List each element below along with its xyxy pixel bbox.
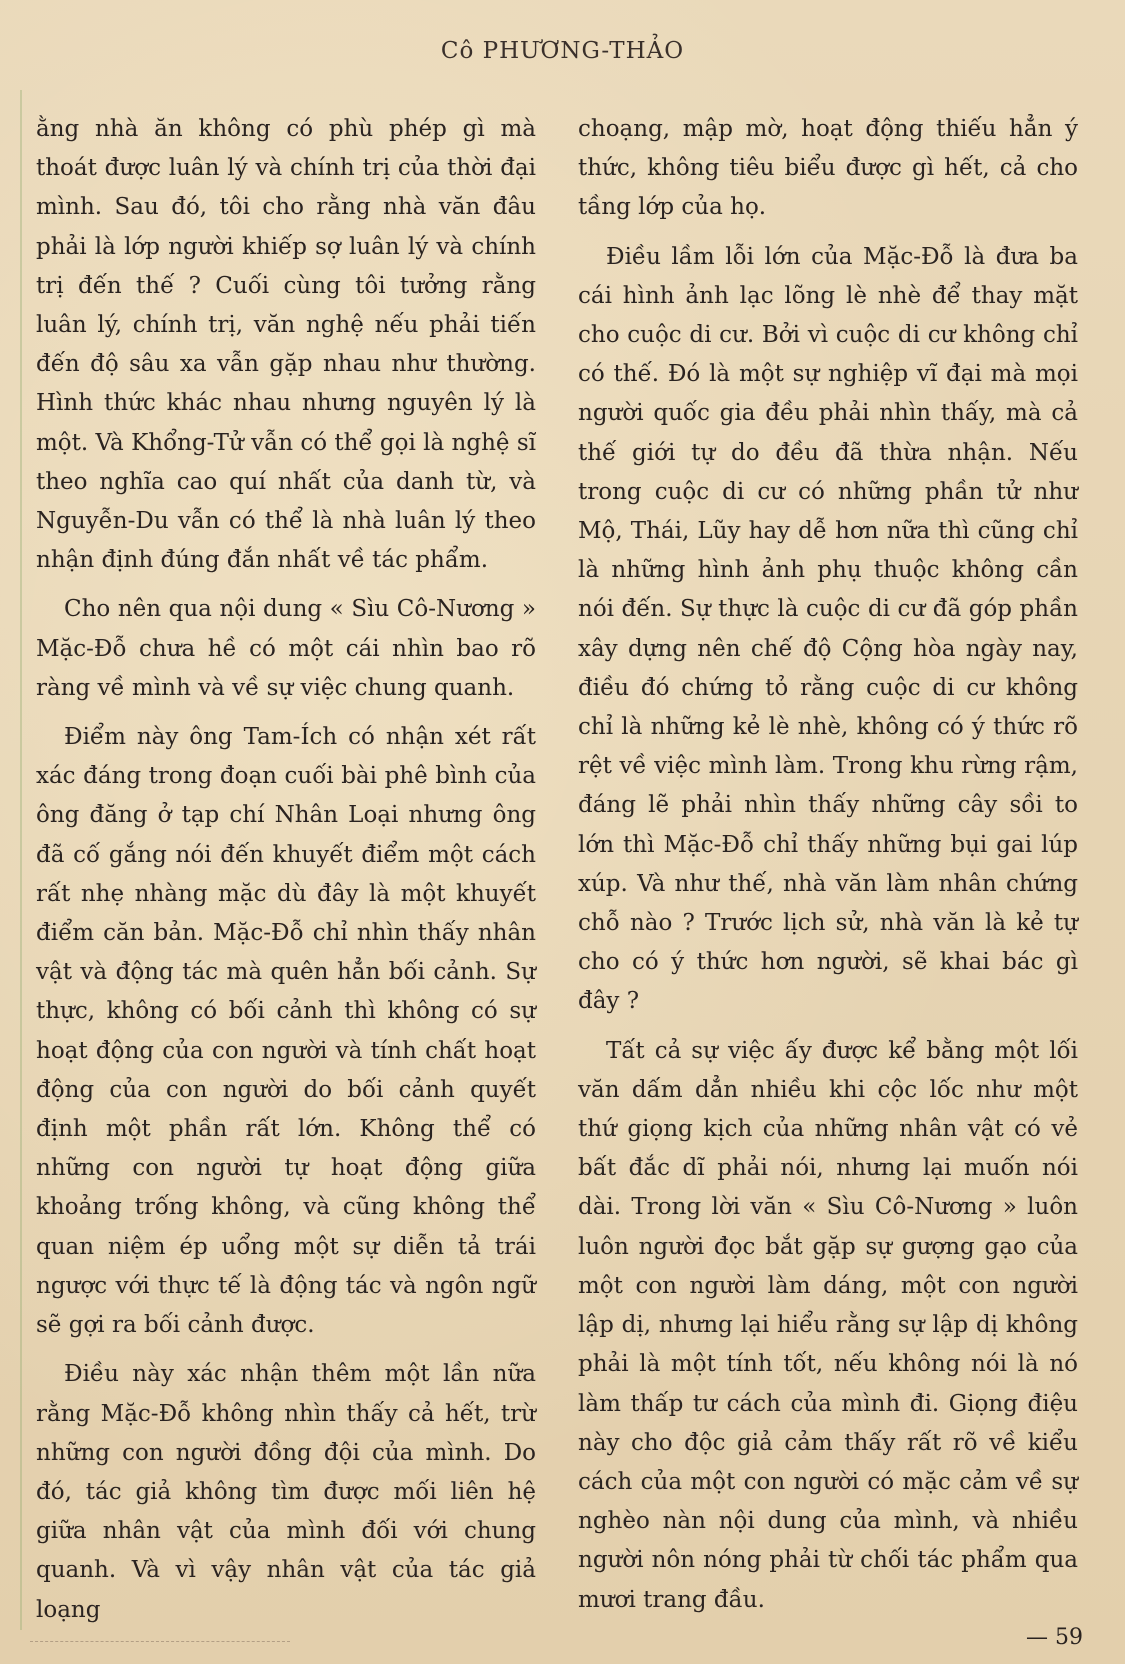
- left-paragraph-2: Cho nên qua nội dung « Sìu Cô-Nương » Mặc-Đỗ chưa hề có một cái nhìn bao rõ ràng về mình và về sự việc chung quanh.: [36, 596, 536, 701]
- right-paragraph-3: Tất cả sự việc ấy được kể bằng một lối văn dấm dẳn nhiều khi cộc lốc như một thứ giọng kịch của những nhân vật có vẻ bất đắc dĩ phải nói, nhưng lại muốn nói dài. Trong lời văn « Sìu Cô-Nương » luôn luôn người đọc bắt gặp sự gượng gạo của một con người làm dáng, một con người lập dị, nhưng lại hiểu rằng sự lập dị không phải là một tính tốt, nếu không nói là nó làm thấp tư cách của mình đi. Giọng điệu này cho độc giả cảm thấy rất rõ về kiểu cách của một con người có mặc cảm về sự nghèo nàn nội dung của mình, và nhiều người nôn nóng phải từ chối tác phẩm qua mươi trang đầu.: [578, 1037, 1078, 1613]
- left-paragraph-4: Điều này xác nhận thêm một lần nữa rằng Mặc-Đỗ không nhìn thấy cả hết, trừ những con người đồng đội của mình. Do đó, tác giả không tìm được mối liên hệ giữa nhân vật của mình đối với chung quanh. Và vì vậy nhân vật của tác giả loạng: [36, 1361, 536, 1623]
- running-header: Cô PHƯƠNG-THẢO: [440, 38, 685, 64]
- page-number: — 59: [1026, 1625, 1083, 1650]
- right-column: [578, 110, 1078, 1630]
- right-paragraph-2: Điều lầm lỗi lớn của Mặc-Đỗ là đưa ba cái hình ảnh lạc lõng lè nhè để thay mặt cho cuộc di cư. Bởi vì cuộc di cư không chỉ có thế. Đó là một sự nghiệp vĩ đại mà mọi người quốc gia đều phải nhìn thấy, mà cả thế giới tự do đều đã thừa nhận. Nếu trong cuộc di cư có những phần tử như Mộ, Thái, Lũy hay dễ hơn nữa thì cũng chỉ là những hình ảnh phụ thuộc không cần nói đến. Sự thực là cuộc di cư đã góp phần xây dựng nên chế độ Cộng hòa ngày nay, điều đó chứng tỏ rằng cuộc di cư không chỉ là những kẻ lè nhè, không có ý thức rõ rệt về việc mình làm. Trong khu rừng rậm, đáng lẽ phải nhìn thấy những cây sồi to lớn thì Mặc-Đỗ chỉ thấy những bụi gai lúp xúp. Và như thế, nhà văn làm nhân chứng chỗ nào ? Trước lịch sử, nhà văn là kẻ tự cho có ý thức hơn người, sẽ khai bác gì đây ?: [578, 243, 1078, 1015]
- left-paragraph-1: ằng nhà ăn không có phù phép gì mà thoát được luân lý và chính trị của thời đại mình. Sau đó, tôi cho rằng nhà văn đâu phải là lớp người khiếp sợ luân lý và chính trị đến thế ? Cuối cùng tôi tưởng rằng luân lý, chính trị, văn nghệ nếu phải tiến đến độ sâu xa vẫn gặp nhau như thường. Hình thức khác nhau nhưng nguyên lý là một. Và Khổng-Tử vẫn có thể gọi là nghệ sĩ theo nghĩa cao quí nhất của danh từ, và Nguyễn-Du vẫn có thể là nhà luân lý theo nhận định đúng đắn nhất về tác phẩm.: [36, 116, 536, 574]
- left-paragraph-3: Điểm này ông Tam-Ích có nhận xét rất xác đáng trong đoạn cuối bài phê bình của ông đăng ở tạp chí Nhân Loại nhưng ông đã cố gắng nói đến khuyết điểm một cách rất nhẹ nhàng mặc dù đây là một khuyết điểm căn bản. Mặc-Đỗ chỉ nhìn thấy nhân vật và động tác mà quên hẳn bối cảnh. Sự thực, không có bối cảnh thì không có sự hoạt động của con người và tính chất hoạt động của con người do bối cảnh quyết định một phần rất lớn. Không thể có những con người tự hoạt động giữa khoảng trống không, và cũng không thể quan niệm ép uổng một sự diễn tả trái ngược với thực tế là động tác và ngôn ngữ sẽ gợi ra bối cảnh được.: [36, 724, 536, 1339]
- left-column: [36, 110, 536, 1640]
- edge-mark: [20, 90, 22, 1630]
- right-paragraph-1: choạng, mập mờ, hoạt động thiếu hẳn ý thức, không tiêu biểu được gì hết, cả cho tầng lớp của họ.: [578, 116, 1078, 221]
- footer-rule: [30, 1641, 290, 1642]
